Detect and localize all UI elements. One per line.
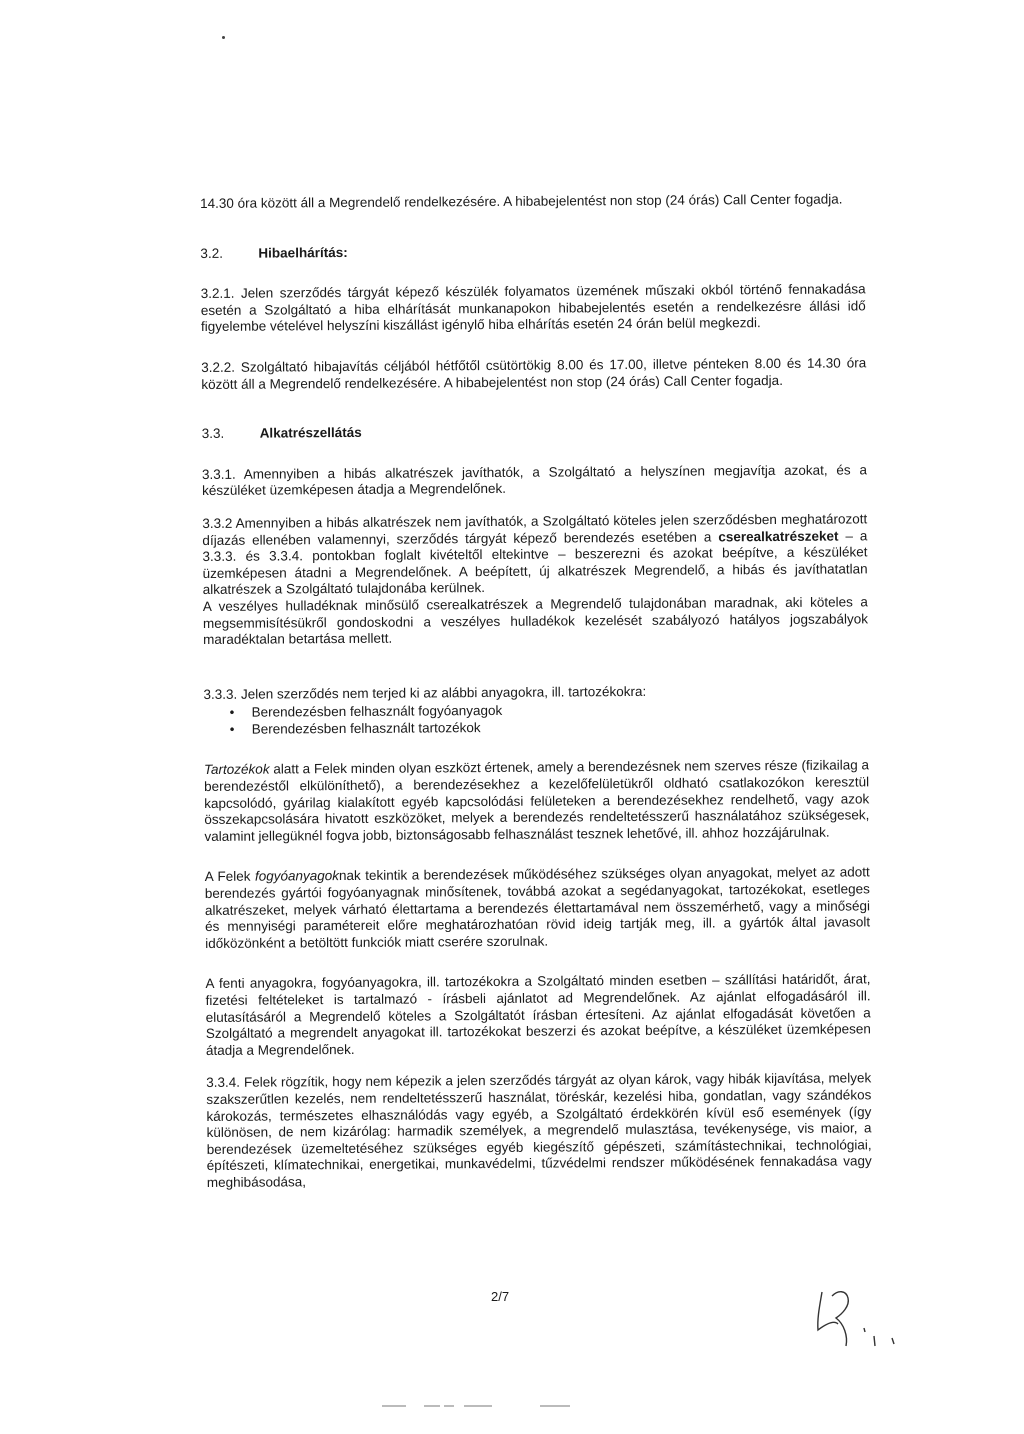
page-number: 2/7	[491, 1289, 510, 1304]
section-heading-3-2	[200, 241, 865, 262]
section-number: 3.3.	[201, 425, 225, 442]
paragraph-text: 3.3.2 Amennyiben a hibás alkatrészek nem javíthatók, a Szolgáltató köteles jelen szerződésben meghatározott díjazás ellenében valamennyi, szerződés tárgyát képező berendezés esetében a	[202, 511, 868, 548]
paragraph-3-3-1: 3.3.1. Amennyiben a hibás alkatrészek javíthatók, a Szolgáltató a helyszínen megjavítja azokat, és a készüléket üzemképesen átadja a Megrendelőnek.	[201, 462, 867, 499]
exclusions-list	[204, 701, 869, 739]
section-heading-3-3	[202, 422, 867, 443]
intro-paragraph: 14.30 óra között áll a Megrendelő rendelkezésére. A hibabejelentést non stop (24 órás) Call Center fogadja.	[200, 191, 843, 211]
paragraph-3-2-2: 3.2.2. Szolgáltató hibajavítás céljából hétfőtől csütörtökig 8.00 és 17.00, illetve pénteken 8.00 és 14.30 óra között áll a Megrendelő rendelkezésére. A hibabejelentést non stop (24 órás) Call Center fogadja.	[201, 355, 867, 392]
section-number: 3.2.	[200, 245, 223, 261]
document-body	[200, 191, 872, 1191]
paragraph-3-3-4: 3.3.4. Felek rögzítik, hogy nem képezik a jelen szerződés tárgyát az olyan károk, vagy hibák kijavítása, melyek szakszerűtlen kezelés, nem rendeltetésszerű használat, töréskár, kezelési hiba, gondatlan, vagy szándékos károkozás, természetes elhasználódás vagy egyéb, a Szolgáltató érdekkörén kívül eső események (így különösen, de nem kizárólag: harmadik személyek, a megrendelő mulasztása, tevékenysége, vis maior, a berendezések üzemeltetéséhez szükséges egyéb kiegészítő gépészeti, számítástechnikai, technológiai, építészeti, klímatechnikai, energetikai, munkavédelmi, tűzvédelmi rendszer működésének fennakadása vagy meghibásodása,	[206, 1070, 872, 1190]
paragraph-text: nak tekintik a berendezések működéséhez szükséges olyan anyagokat, melyet az adott berendezés gyártói fogyóanyagnak minősítenek, továbbá azokat a segédanyagokat, tartozékokat, esetleges alkatrészeket, melyek várható élettartama a berendezés élettartamával nem összemérhető, vagy a minőségi és mennyiségi paramétereit előre meghatározhatóan rövid ideig tartják meg, ill. a gyártók által javasolt időközönként a betöltött funkciók miatt cserére szorulnak.	[204, 864, 871, 951]
list-item: • Berendezésben felhasznált tartozékok	[248, 717, 869, 738]
section-title: Alkatrészellátás	[259, 425, 362, 441]
italic-term: fogyóanyagok	[254, 868, 340, 885]
italic-term: Tartozékok	[203, 761, 270, 778]
paragraph-text: – a 3.3.3. és 3.3.4. pontokban foglalt kivételtől eltekintve – beszerezni és azokat beépítve, a készüléket üzemképesen átadni a Megrendelőnek. A beépített, új alkatrészek Megrendelő, a hibás és javíthatatlan alkatrészek a Szolgáltató tulajdonába kerülnek.	[202, 527, 868, 598]
paragraph-text: A Felek	[204, 869, 255, 885]
handwritten-initials	[808, 1284, 918, 1364]
paragraph-tartozekok	[204, 758, 870, 846]
section-title: Hibaelhárítás:	[258, 244, 348, 261]
paragraph-fogyoanyagok	[205, 865, 871, 953]
paragraph-3-3-3: 3.3.3. Jelen szerződés nem terjed ki az alábbi anyagokra, ill. tartozékokra:	[203, 683, 647, 702]
paragraph-3-3-2-continued: A veszélyes hulladéknak minősülő cserealkatrészek a Megrendelő tulajdonában maradnak, aki köteles a megsemmisítésükről gondoskodni a veszélyes hulladékok kezelését szabályozó hatályos jogszabályok maradéktalan betartása mellett.	[202, 594, 869, 648]
scan-speck	[222, 36, 225, 39]
scan-artifact-lines	[380, 1403, 580, 1409]
paragraph-3-2-1: 3.2.1. Jelen szerződés tárgyát képező készülék folyamatos üzemének műszaki okból történő fennakadása esetén a Szolgáltató a hiba elhárítását munkanapokon hibabejelentés esetén a rendelkezésre állási idő figyelembe vételével helyszíni kiszállást igénylő hiba elhárítás esetén 24 órán belül megkezdi.	[200, 281, 866, 335]
paragraph-fenti-anyagokra: A fenti anyagokra, fogyóanyagokra, ill. tartozékokra a Szolgáltató minden esetben – szállítási határidőt, árat, fizetési feltételeket is tartalmazó - írásbeli ajánlatot ad Megrendelőnek. Az ajánlat elfogadásáról ill. elutasításáról a Megrendelő köteles a Szolgáltatót írásban értesíteni. Az ajánlat elfogadását követően a Szolgáltató a megrendelt anyagokat ill. tartozékokat beszerzi és azokat beépítve, a készüléket üzemképesen átadja a Megrendelőnek.	[205, 971, 871, 1058]
paragraph-text: alatt a Felek minden olyan eszközt értenek, amely a berendezésnek nem szerves része (fizikailag a berendezéstől elkülöníthető), a berendezésekhez a kezelőfelületükről oldható csatlakozókon keresztül kapcsolódó, gyárilag kialakított egyéb kapcsolódási felületeken a berendezésekhez rendelhető, vagy azok összekapcsolására hivatott eszközöket, melyek a berendezés rendeltetésszerű használatához szükségesek, valamint jellegüknél fogva jobb, biztonságosabb felhasználást tesznek lehetővé, ill. ahhoz hozzájárulnak.	[204, 757, 870, 844]
bold-term: cserealkatrészeket	[718, 528, 839, 544]
paragraph-3-3-2	[202, 511, 868, 599]
list-item: • Berendezésben felhasznált fogyóanyagok	[248, 701, 869, 722]
